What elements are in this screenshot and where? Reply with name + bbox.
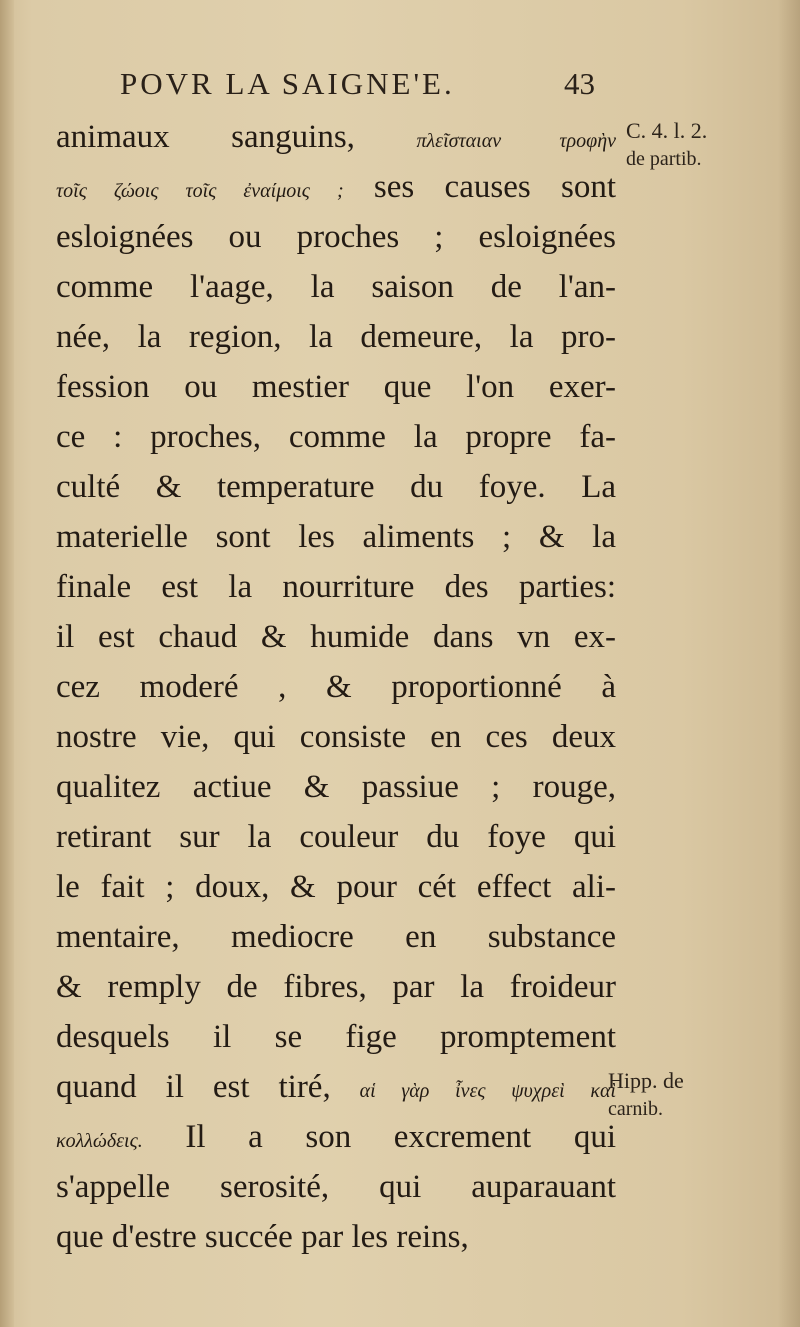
margin-note-citation: Hipp. de [608,1068,684,1093]
text-line: animaux sanguins, πλεῖσταιαν τρoφὴν [56,119,616,155]
greek-quotation: αἱ γὰρ ἶνες ψυχρεὶ καὶ [359,1080,616,1102]
text-line: quand il est tiré, αἱ γὰρ ἶνες ψυχρεὶ καὶ [56,1069,616,1105]
text-line: fession ou mestier que l'on exer- [56,369,616,405]
text-line: retirant sur la couleur du foye qui [56,819,616,855]
text-line: cez moderé , & proportionné à [56,669,616,705]
text-line: s'appelle serosité, qui auparauant [56,1169,616,1205]
greek-quotation: πλεῖσταιαν τρoφὴν [416,130,616,152]
running-title: POVR LA SAIGNE'E. [120,66,455,101]
page-number: 43 [564,66,595,101]
margin-note-citation: carnib. [608,1098,663,1120]
binding-gutter [0,0,14,1327]
text-line: comme l'aage, la saison de l'an- [56,269,616,305]
text-line: que d'estre succée par les reins, [56,1219,469,1255]
margin-note-citation: C. 4. l. 2. [626,118,708,143]
text-line: materielle sont les aliments ; & la [56,519,616,555]
text-line: le fait ; doux, & pour cét effect ali- [56,869,616,905]
text-line: τοῖς ζώοις τοῖς ἐναίμοις ; ses causes sont [56,169,616,205]
page-header [120,66,620,110]
text-line: finale est la nourriture des parties: [56,569,616,605]
text-line: qualitez actiue & passiue ; rouge, [56,769,616,805]
text-line: mentaire, mediocre en substance [56,919,616,955]
page-edge-shadow [778,0,800,1327]
body-text [56,112,616,1262]
text-line: κολλώδεις. Il a son excrement qui [56,1119,616,1155]
margin-note-citation: de partib. [626,148,702,170]
text-line: esloignées ou proches ; esloignées [56,219,616,255]
text-line: ce : proches, comme la propre fa- [56,419,616,455]
text-line: il est chaud & humide dans vn ex- [56,619,616,655]
text-line: culté & temperature du foye. La [56,469,616,505]
text-line: desquels il se fige promptement [56,1019,616,1055]
text-line: & remply de fibres, par la froideur [56,969,616,1005]
greek-quotation: κολλώδεις. [56,1130,143,1152]
text-line: née, la region, la demeure, la pro- [56,319,616,355]
text-line: nostre vie, qui consiste en ces deux [56,719,616,755]
greek-quotation: τοῖς ζώοις τοῖς ἐναίμοις ; [56,180,344,202]
